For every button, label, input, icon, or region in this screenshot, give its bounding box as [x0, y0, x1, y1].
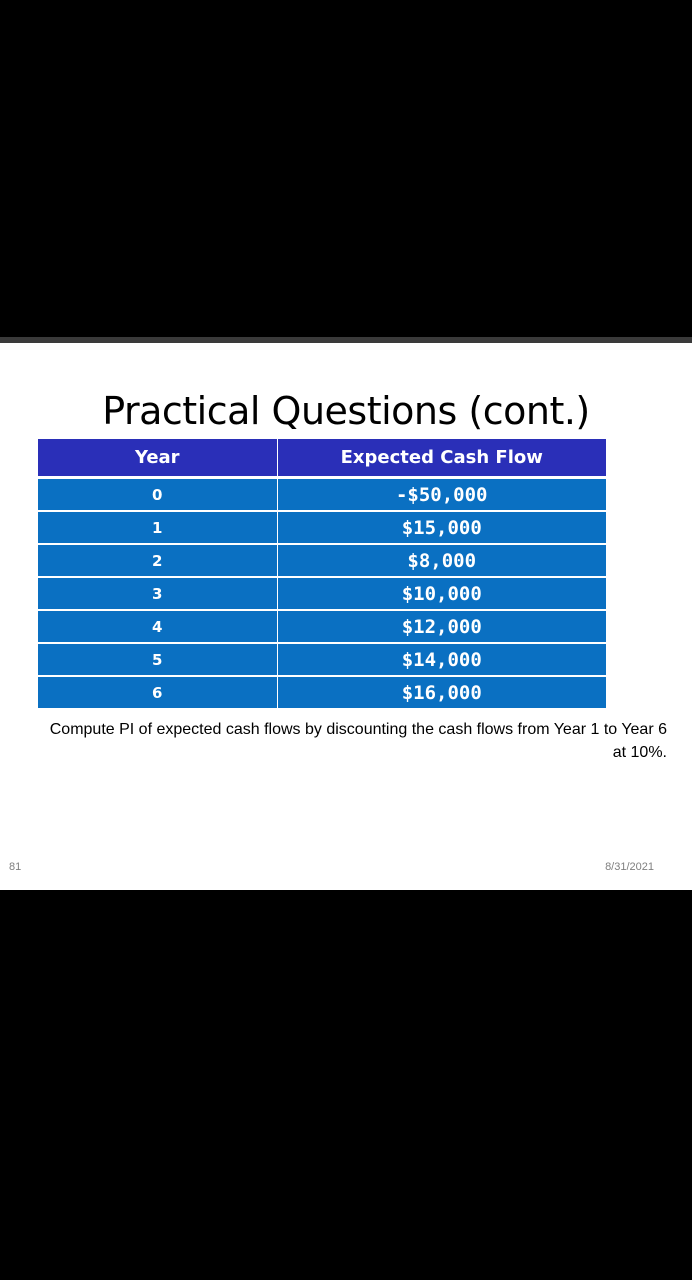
cash-flow-cell: $12,000 — [277, 610, 606, 643]
year-cell: 2 — [38, 544, 277, 577]
table-header-row — [38, 439, 606, 478]
top-black-area — [0, 0, 692, 337]
year-cell: 1 — [38, 511, 277, 544]
cash-flow-cell: $10,000 — [277, 577, 606, 610]
year-cell: 4 — [38, 610, 277, 643]
cash-flow-cell: -$50,000 — [277, 478, 606, 512]
cash-flow-table — [38, 439, 606, 708]
year-column-header: Year — [38, 439, 277, 478]
table-row — [38, 676, 606, 708]
table-row — [38, 511, 606, 544]
cash-flow-cell: $15,000 — [277, 511, 606, 544]
slide-title: Practical Questions (cont.) — [102, 389, 590, 433]
year-cell: 0 — [38, 478, 277, 512]
year-cell: 5 — [38, 643, 277, 676]
table-row — [38, 643, 606, 676]
table-row — [38, 478, 606, 512]
cash-flow-cell: $8,000 — [277, 544, 606, 577]
cash-flow-cell: $16,000 — [277, 676, 606, 708]
bottom-black-area — [0, 890, 692, 1280]
table-row — [38, 577, 606, 610]
slide-number: 81 — [9, 861, 22, 873]
question-text — [22, 718, 667, 764]
slide — [0, 343, 692, 890]
question-line-1: Compute PI of expected cash flows by discounting the cash flows from Year 1 to Year 6 — [49, 721, 667, 738]
cash-flow-column-header: Expected Cash Flow — [277, 439, 606, 478]
table-row — [38, 544, 606, 577]
cash-flow-cell: $14,000 — [277, 643, 606, 676]
slide-date: 8/31/2021 — [605, 861, 654, 873]
year-cell: 6 — [38, 676, 277, 708]
table-row — [38, 610, 606, 643]
year-cell: 3 — [38, 577, 277, 610]
question-line-2: at 10%. — [612, 744, 667, 761]
